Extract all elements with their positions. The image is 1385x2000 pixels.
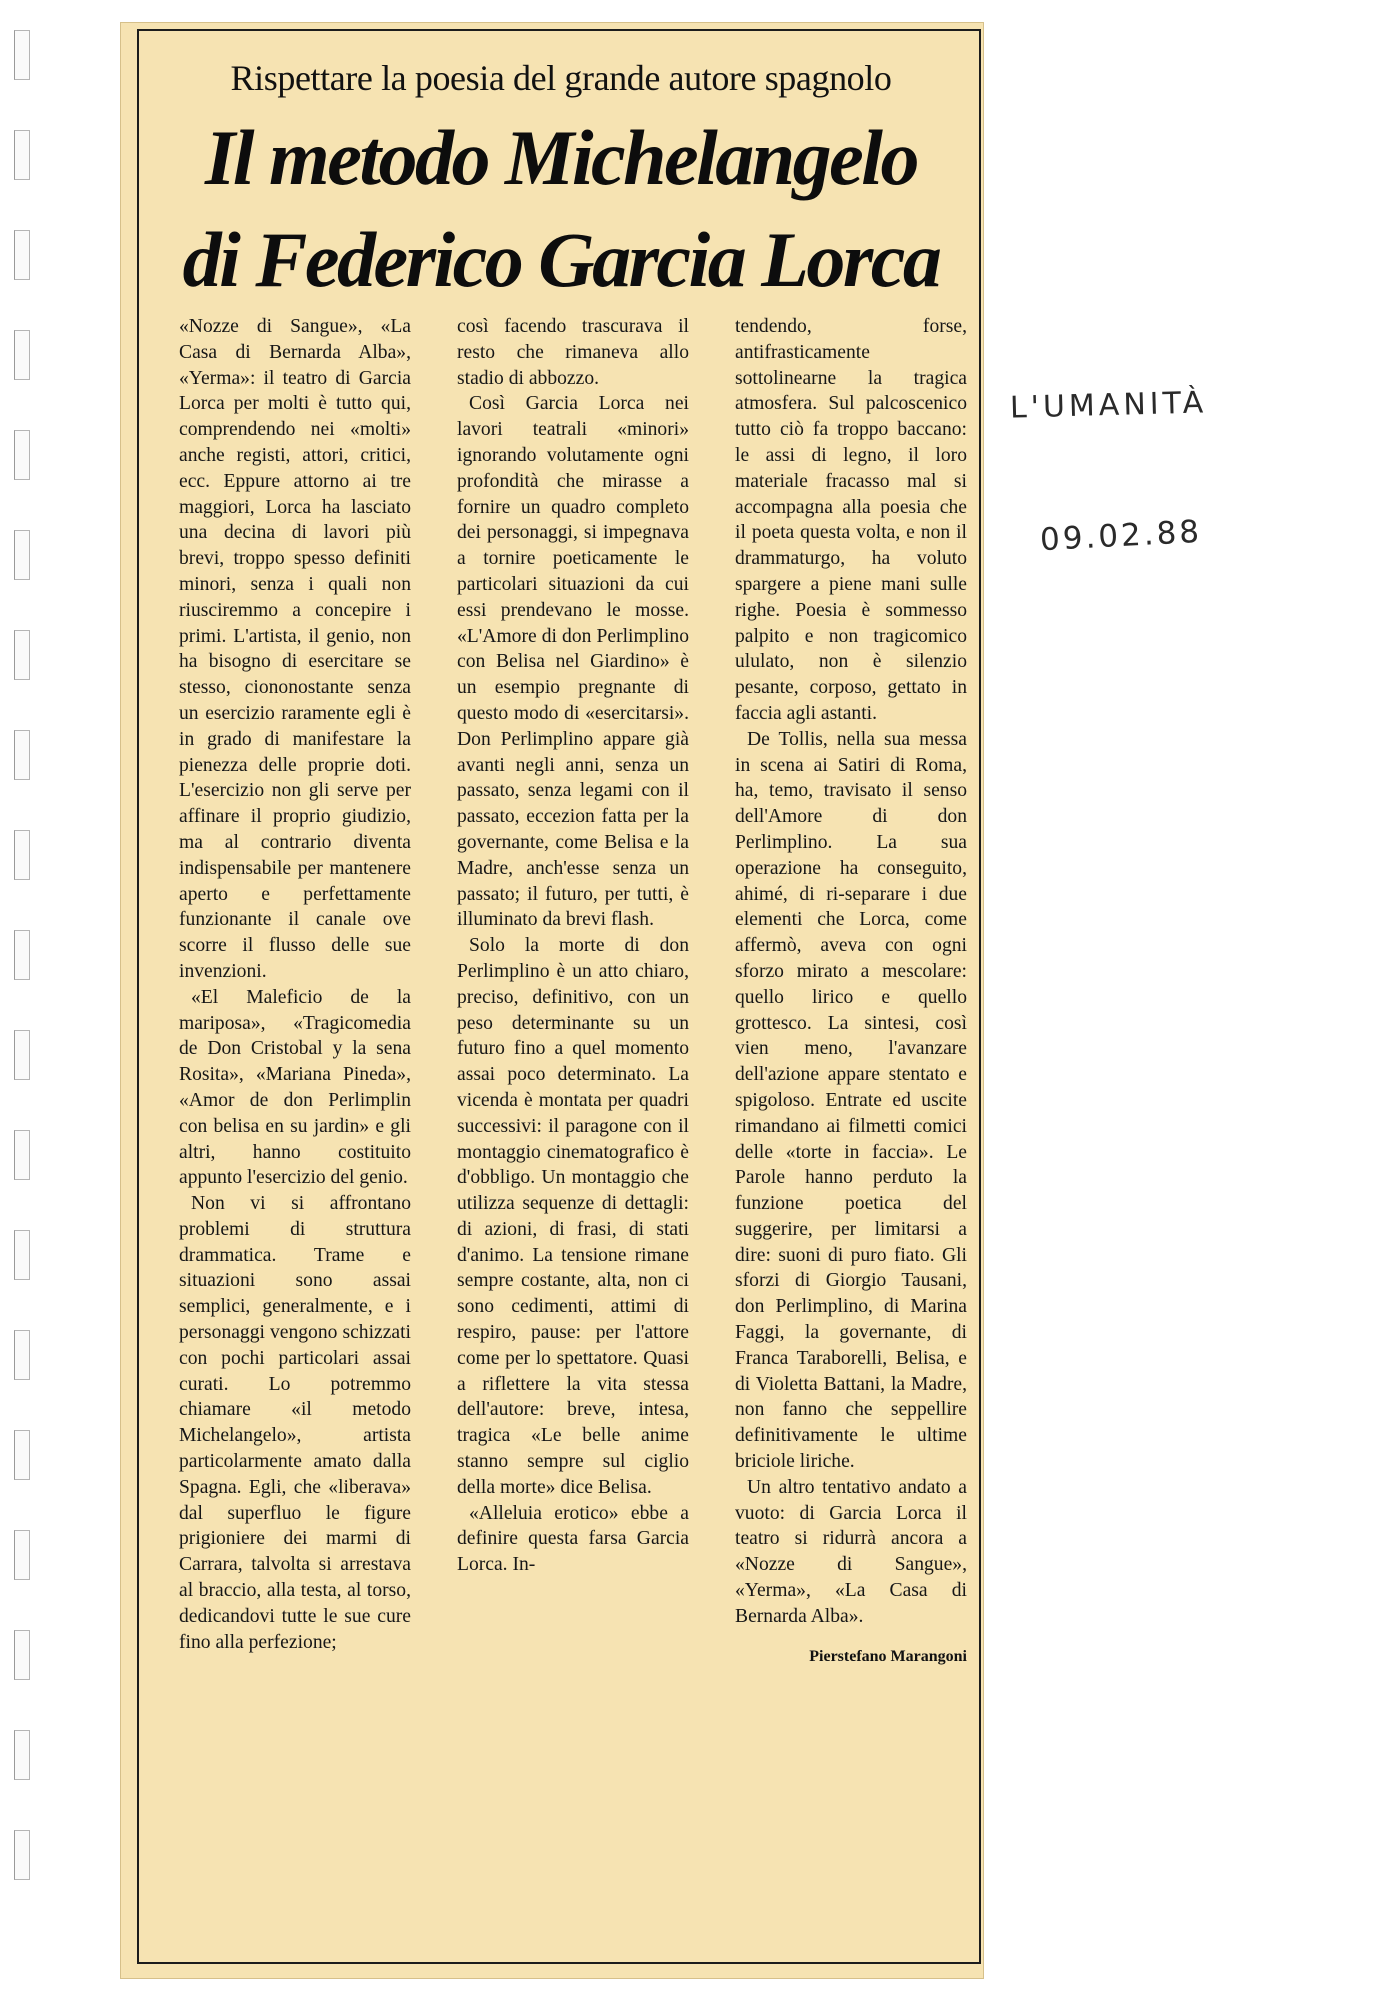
paragraph: «Alleluia erotico» ebbe a definire questa farsa Garcia Lorca. In-	[457, 1502, 689, 1576]
binder-hole	[14, 1730, 30, 1780]
article-column-2	[457, 314, 689, 1578]
article-byline: Pierstefano Marangoni	[809, 1647, 967, 1665]
binder-hole	[14, 1330, 30, 1380]
paragraph: tendendo, forse, antifrasticamente sottolinearne la tragica atmosfera. Sul palcoscenico tutto ciò fa troppo baccano: le assi di legno, il loro materiale fracasso mal si accompagna alla poesia che il poeta questa volta, e non il drammaturgo, ha voluto spargere a piene mani sulle righe. Poesia è sommesso palpito e non tragicomico ululato, non è silenzio pesante, corposo, gettato in faccia agli astanti.	[735, 316, 967, 724]
paragraph: Un altro tentativo andato a vuoto: di Garcia Lorca il teatro si ridurrà ancora a «Nozze di Sangue», «Yerma», «La Casa di Bernarda Alba».	[735, 1476, 967, 1627]
binder-hole	[14, 530, 30, 580]
article-frame	[137, 29, 981, 1964]
paragraph: «Nozze di Sangue», «La Casa di Bernarda Alba», «Yerma»: il teatro di Garcia Lorca per molti è tutto qui, comprendendo nei «molti» anche registi, attori, critici, ecc. Eppure attorno ai tre maggiori, Lorca ha lasciato una decina di lavori più brevi, troppo spesso definiti minori, senza i quali non riusciremmo a concepire i primi. L'artista, il genio, non ha bisogno di esercitare se stesso, ciononostante senza un esercizio raramente egli è in grado di manifestare la pienezza delle proprie doti. L'esercizio non gli serve per affinare il proprio giudizio, ma al contrario diventa indispensabile per mantenere aperto e perfettamente funzionante il canale ove scorre il flusso delle sue invenzioni.	[179, 316, 411, 982]
article-kicker: Rispettare la poesia del grande autore spagnolo	[230, 58, 892, 98]
binder-hole	[14, 930, 30, 980]
binder-hole	[14, 730, 30, 780]
binder-hole	[14, 1630, 30, 1680]
newspaper-clipping	[120, 22, 984, 1979]
paragraph: Solo la morte di don Perlimplino è un atto chiaro, preciso, definitivo, con un peso determinante su un futuro fino a quel momento assai poco determinato. La vicenda è montata per quadri successivi: il paragone con il montaggio cinematografico è d'obbligo. Un montaggio che utilizza sequenze di dettagli: di azioni, di frasi, di stati d'animo. La tensione rimane sempre costante, alta, non ci sono cedimenti, attimi di respiro, pause: per l'attore come per lo spettatore. Quasi a riflettere la vita stessa dell'autore: breve, intesa, tragica «Le belle anime stanno sempre sul ciglio della morte» dice Belisa.	[457, 935, 689, 1498]
paragraph: così facendo trascurava il resto che rimaneva allo stadio di abbozzo.	[457, 316, 689, 389]
binder-hole	[14, 330, 30, 380]
binder-hole	[14, 130, 30, 180]
handwritten-date: 09.02.88	[1039, 513, 1203, 559]
article-column-3	[735, 314, 967, 1669]
binder-hole	[14, 430, 30, 480]
binder-hole	[14, 230, 30, 280]
paragraph: Non vi si affrontano problemi di struttura drammatica. Trame e situazioni sono assai semplici, generalmente, e i personaggi vengono schizzati con pochi particolari assai curati. Lo potremmo chiamare «il metodo Michelangelo», artista particolarmente amato dalla Spagna. Egli, che «liberava» dal superfluo le figure prigioniere dei marmi di Carrara, talvolta si arrestava al braccio, alla testa, al torso, dedicandovi tutte le sue cure fino alla perfezione;	[179, 1193, 411, 1653]
handwritten-source: L'UMANITÀ	[1009, 385, 1208, 426]
binder-hole	[14, 1030, 30, 1080]
binder-hole	[14, 1230, 30, 1280]
binder-hole	[14, 830, 30, 880]
binder-hole	[14, 1430, 30, 1480]
paragraph: De Tollis, nella sua messa in scena ai Satiri di Roma, ha, temo, travisato il senso dell'Amore di don Perlimplino. La sua operazione ha conseguito, ahimé, di ri-separare i due elementi che Lorca, come affermò, aveva con ogni sforzo mirato a mescolare: quello lirico e quello grottesco. La sintesi, così vien meno, l'avanzare dell'azione appare stentato e spigoloso. Entrate ed uscite rimandano ai filmetti comici delle «torte in faccia». Le Parole hanno perduto la funzione poetica del suggerire, per limitarsi a dire: suoni di puro fiato. Gli sforzi di Giorgio Tausani, don Perlimplino, di Marina Faggi, la governante, di Franca Taraborelli, Belisa, e di Violetta Battani, la Madre, non fanno che seppellire definitivamente le ultime briciole liriche.	[735, 728, 967, 1473]
article-headline-line2: di Federico Garcia Lorca	[182, 216, 940, 303]
binder-hole	[14, 1130, 30, 1180]
paragraph: «El Maleficio de la mariposa», «Tragicomedia de Don Cristobal y la sena Rosita», «Mariana Pineda», «Amor de don Perlimplin con belisa en su jardin» e gli altri, hanno costituito appunto l'esercizio del genio.	[179, 986, 411, 1189]
binder-holes	[8, 30, 38, 1970]
binder-hole	[14, 30, 30, 80]
binder-hole	[14, 1530, 30, 1580]
binder-hole	[14, 1830, 30, 1880]
binder-hole	[14, 630, 30, 680]
article-column-1	[179, 314, 411, 1655]
paragraph: Così Garcia Lorca nei lavori teatrali «minori» ignorando volutamente ogni profondità che mirasse a fornire un quadro completo dei personaggi, si impegnava a tornire poeticamente le particolari situazioni da cui essi prendevano le mosse. «L'Amore di don Perlimplino con Belisa nel Giardino» è un esempio pregnante di questo modo di «esercitarsi». Don Perlimplino appare già avanti negli anni, senza un passato, senza legami con il passato, eccezion fatta per la governante, come Belisa e la Madre, anch'esse senza un passato; il futuro, per tutti, è illuminato da brevi flash.	[457, 393, 689, 931]
article-headline-line1: Il metodo Michelangelo	[205, 114, 917, 201]
